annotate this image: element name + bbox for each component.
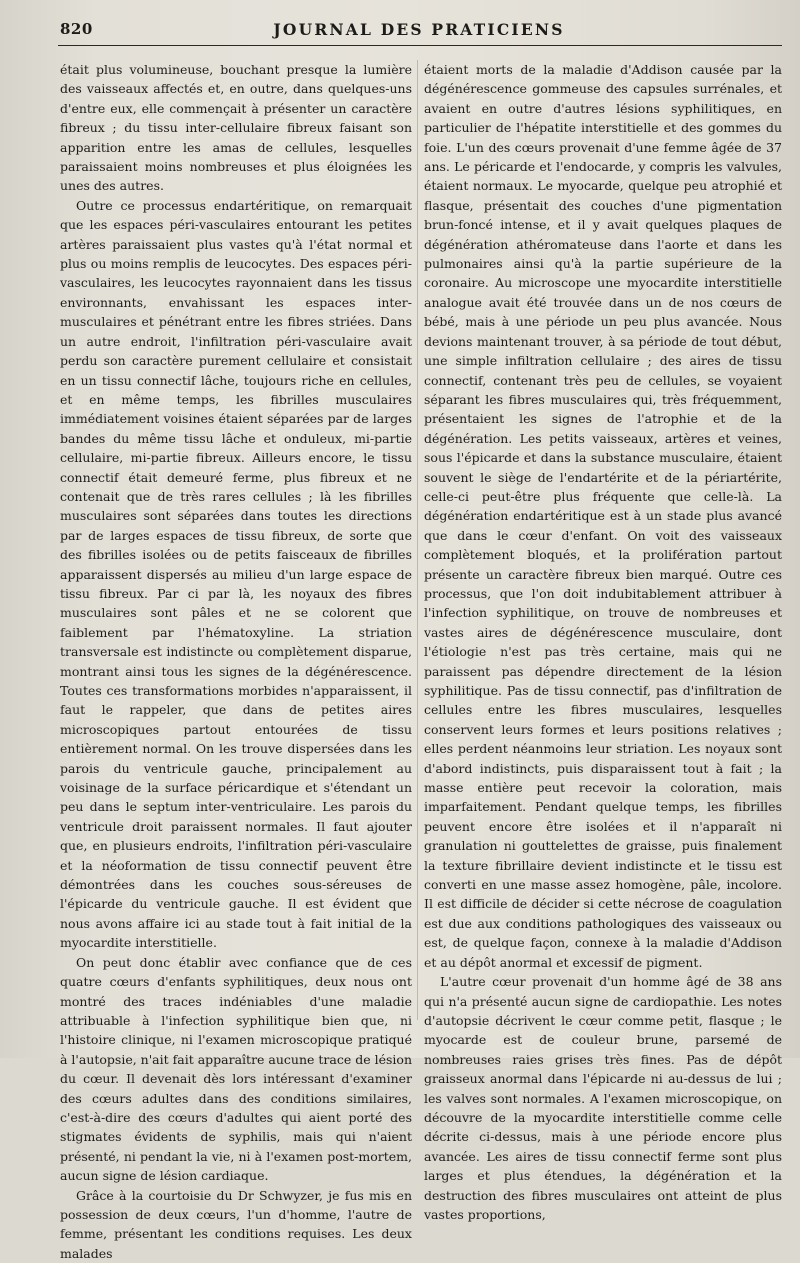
paragraph: était plus volumineuse, bouchant presque la lumière des vaisseaux affectés et, en outre, dans quelques-uns d'entre eux, elle commençait à présenter un caractère fibreux ; du tissu inter-cellulaire fibreux faisant son apparition entre les amas de cellules, lesquelles paraissaient moins nombreuses et plus éloignées les unes des autres. [60, 62, 412, 194]
column-gutter [417, 60, 418, 1020]
running-header [60, 18, 778, 44]
paragraph: L'autre cœur provenait d'un homme âgé de 38 ans qui n'a présenté aucun signe de cardiopathie. Les notes d'autopsie décrivent le cœur comme petit, flasque ; le myocarde est de couleur brune, parsemé de nombreuses raies grises très fines. Pas de dépôt graisseux anormal dans l'épicarde ni au-dessus de lui ; les valves sont normales. A l'examen microscopique, on découvre de la myocardite interstitielle comme celle décrite ci-dessus, mais à une période encore plus avancée. Les aires de tissu connectif ferme sont plus larges et plus étendues, la dégénération et la destruction des fibres musculaires ont atteint de plus vastes proportions, [424, 974, 782, 1222]
paragraph: Grâce à la courtoisie du Dr Schwyzer, je fus mis en possession de deux cœurs, l'un d'homme, l'autre de femme, présentant les conditions requises. Les deux malades [60, 1187, 412, 1261]
header-rule [58, 45, 782, 46]
paragraph: étaient morts de la maladie d'Addison causée par la dégénérescence gommeuse des capsules surrénales, et avaient en outre d'autres lésions syphilitiques, en particulier de l'hépatite interstitielle et des gommes du foie. L'un des cœurs provenait d'une femme âgée de 37 ans. Le péricarde et l'endocarde, y compris les valvules, étaient normaux. Le myocarde, quelque peu atrophié et flasque, présentait des couches d'une pigmentation brun-foncé intense, et il y avait quelques plaques de dégénération athéromateuse dans l'aorte et dans les pulmonaires ainsi qu'à la partie supérieure de la coronaire. Au microscope une myocardite interstitielle analogue avait été trouvée dans un de nos cœurs de bébé, mais à une période un peu plus avancée. Nous devions maintenant trouver, à sa période de tout début, une simple infiltration cellulaire ; des aires de tissu connectif, contenant très peu de cellules, se voyaient séparant les fibres musculaires qui, très fréquemment, présentaient les signes de l'atrophie et de la dégénération. Les petits vaisseaux, artères et veines, sous l'épicarde et dans la substance musculaire, étaient souvent le siège de l'endartérite et de la périartérite, celle-ci peut-être plus fréquente que celle-là. La dégénération endartéritique est à un stade plus avancé que dans le cœur d'enfant. On voit des vaisseaux complètement bloqués, et la prolifération partout présente un caractère fibreux bien marqué. Outre ces processus, que l'on doit indubitablement attribuer à l'infection syphilitique, on trouve de nombreuses et vastes aires de dégénérescence musculaire, dont l'étiologie n'est pas très certaine, mais qui ne paraissent pas dépendre directement de la lésion syphilitique. Pas de tissu connectif, pas d'infiltration de cellules entre les fibres musculaires, lesquelles conservent leurs formes et leurs positions relatives ; elles perdent néanmoins leur striation. Les noyaux sont d'abord indistincts, puis disparaissent tout à fait ; la masse entière peut recevoir la coloration, mais imparfaitement. Pendant quelque temps, les fibrilles peuvent encore être isolées et il n'apparaît ni granulation ni gouttelettes de graisse, puis finalement la texture fibrillaire devient indistincte et le tissu est converti en une masse assez homogène, pâle, incolore. Il est difficile de décider si cette nécrose de coagulation est due aux conditions pathologiques des vaisseaux ou est, de quelque façon, connexe à la maladie d'Addison et au dépôt anormal et excessif de pigment. [424, 62, 782, 970]
left-column [60, 60, 412, 1263]
right-column [424, 60, 782, 1224]
page-number: 820 [60, 20, 93, 38]
paragraph: On peut donc établir avec confiance que de ces quatre cœurs d'enfants syphilitiques, deux nous ont montré des traces indéniables d'une maladie attribuable à l'infection syphilitique bien que, ni l'histoire clinique, ni l'examen microscopique pratiqué à l'autopsie, n'ait fait apparaître aucune trace de lésion du cœur. Il devenait dès lors intéressant d'examiner des cœurs adultes dans des conditions similaires, c'est-à-dire des cœurs d'adultes qui aient porté des stigmates évidents de syphilis, mais qui n'aient présenté, ni pendant la vie, ni à l'examen post-mortem, aucun signe de lésion cardiaque. [60, 954, 412, 1184]
paragraph: Outre ce processus endartéritique, on remarquait que les espaces péri-vasculaires entourant les petites artères paraissaient plus vastes qu'à l'état normal et plus ou moins remplis de leucocytes. Des espaces péri-vasculaires, les leucocytes rayonnaient dans les tissus environnants, envahissant les espaces inter-musculaires et pénétrant entre les fibres striées. Dans un autre endroit, l'infiltration péri-vasculaire avait perdu son caractère purement cellulaire et consistait en un tissu connectif lâche, toujours riche en cellules, et en même temps, les fibrilles musculaires immédiatement voisines étaient séparées par de larges bandes du même tissu lâche et onduleux, mi-partie cellulaire, mi-partie fibreux. Ailleurs encore, le tissu connectif était demeuré ferme, plus fibreux et ne contenait que de très rares cellules ; là les fibrilles musculaires sont séparées dans toutes les directions par de larges espaces de tissu fibreux, de sorte que des fibrilles isolées ou de petits faisceaux de fibrilles apparaissent dispersés au milieu d'un large espace de tissu fibreux. Par ci par là, les noyaux des fibres musculaires sont pâles et ne se colorent que faiblement par l'hématoxyline. La striation transversale est indistincte ou complètement disparue, montrant ainsi tous les signes de la dégénérescence. Toutes ces transformations morbides n'apparaissent, il faut le rappeler, que dans de petites aires microscopiques partout entourées de tissu entièrement normal. On les trouve dispersées dans les parois du ventricule gauche, principalement au voisinage de la surface péricardique et s'étendant un peu dans le septum inter-ventriculaire. Les parois du ventricule droit paraissent normales. Il faut ajouter que, en plusieurs endroits, l'infiltration péri-vasculaire et la néoformation de tissu connectif peuvent être démontrées dans les couches sous-séreuses de l'épicarde du ventricule gauche. Il est évident que nous avons affaire ici au stade tout à fait initial de la myocardite interstitielle. [60, 197, 412, 951]
journal-title: JOURNAL DES PRATICIENS [273, 20, 565, 39]
